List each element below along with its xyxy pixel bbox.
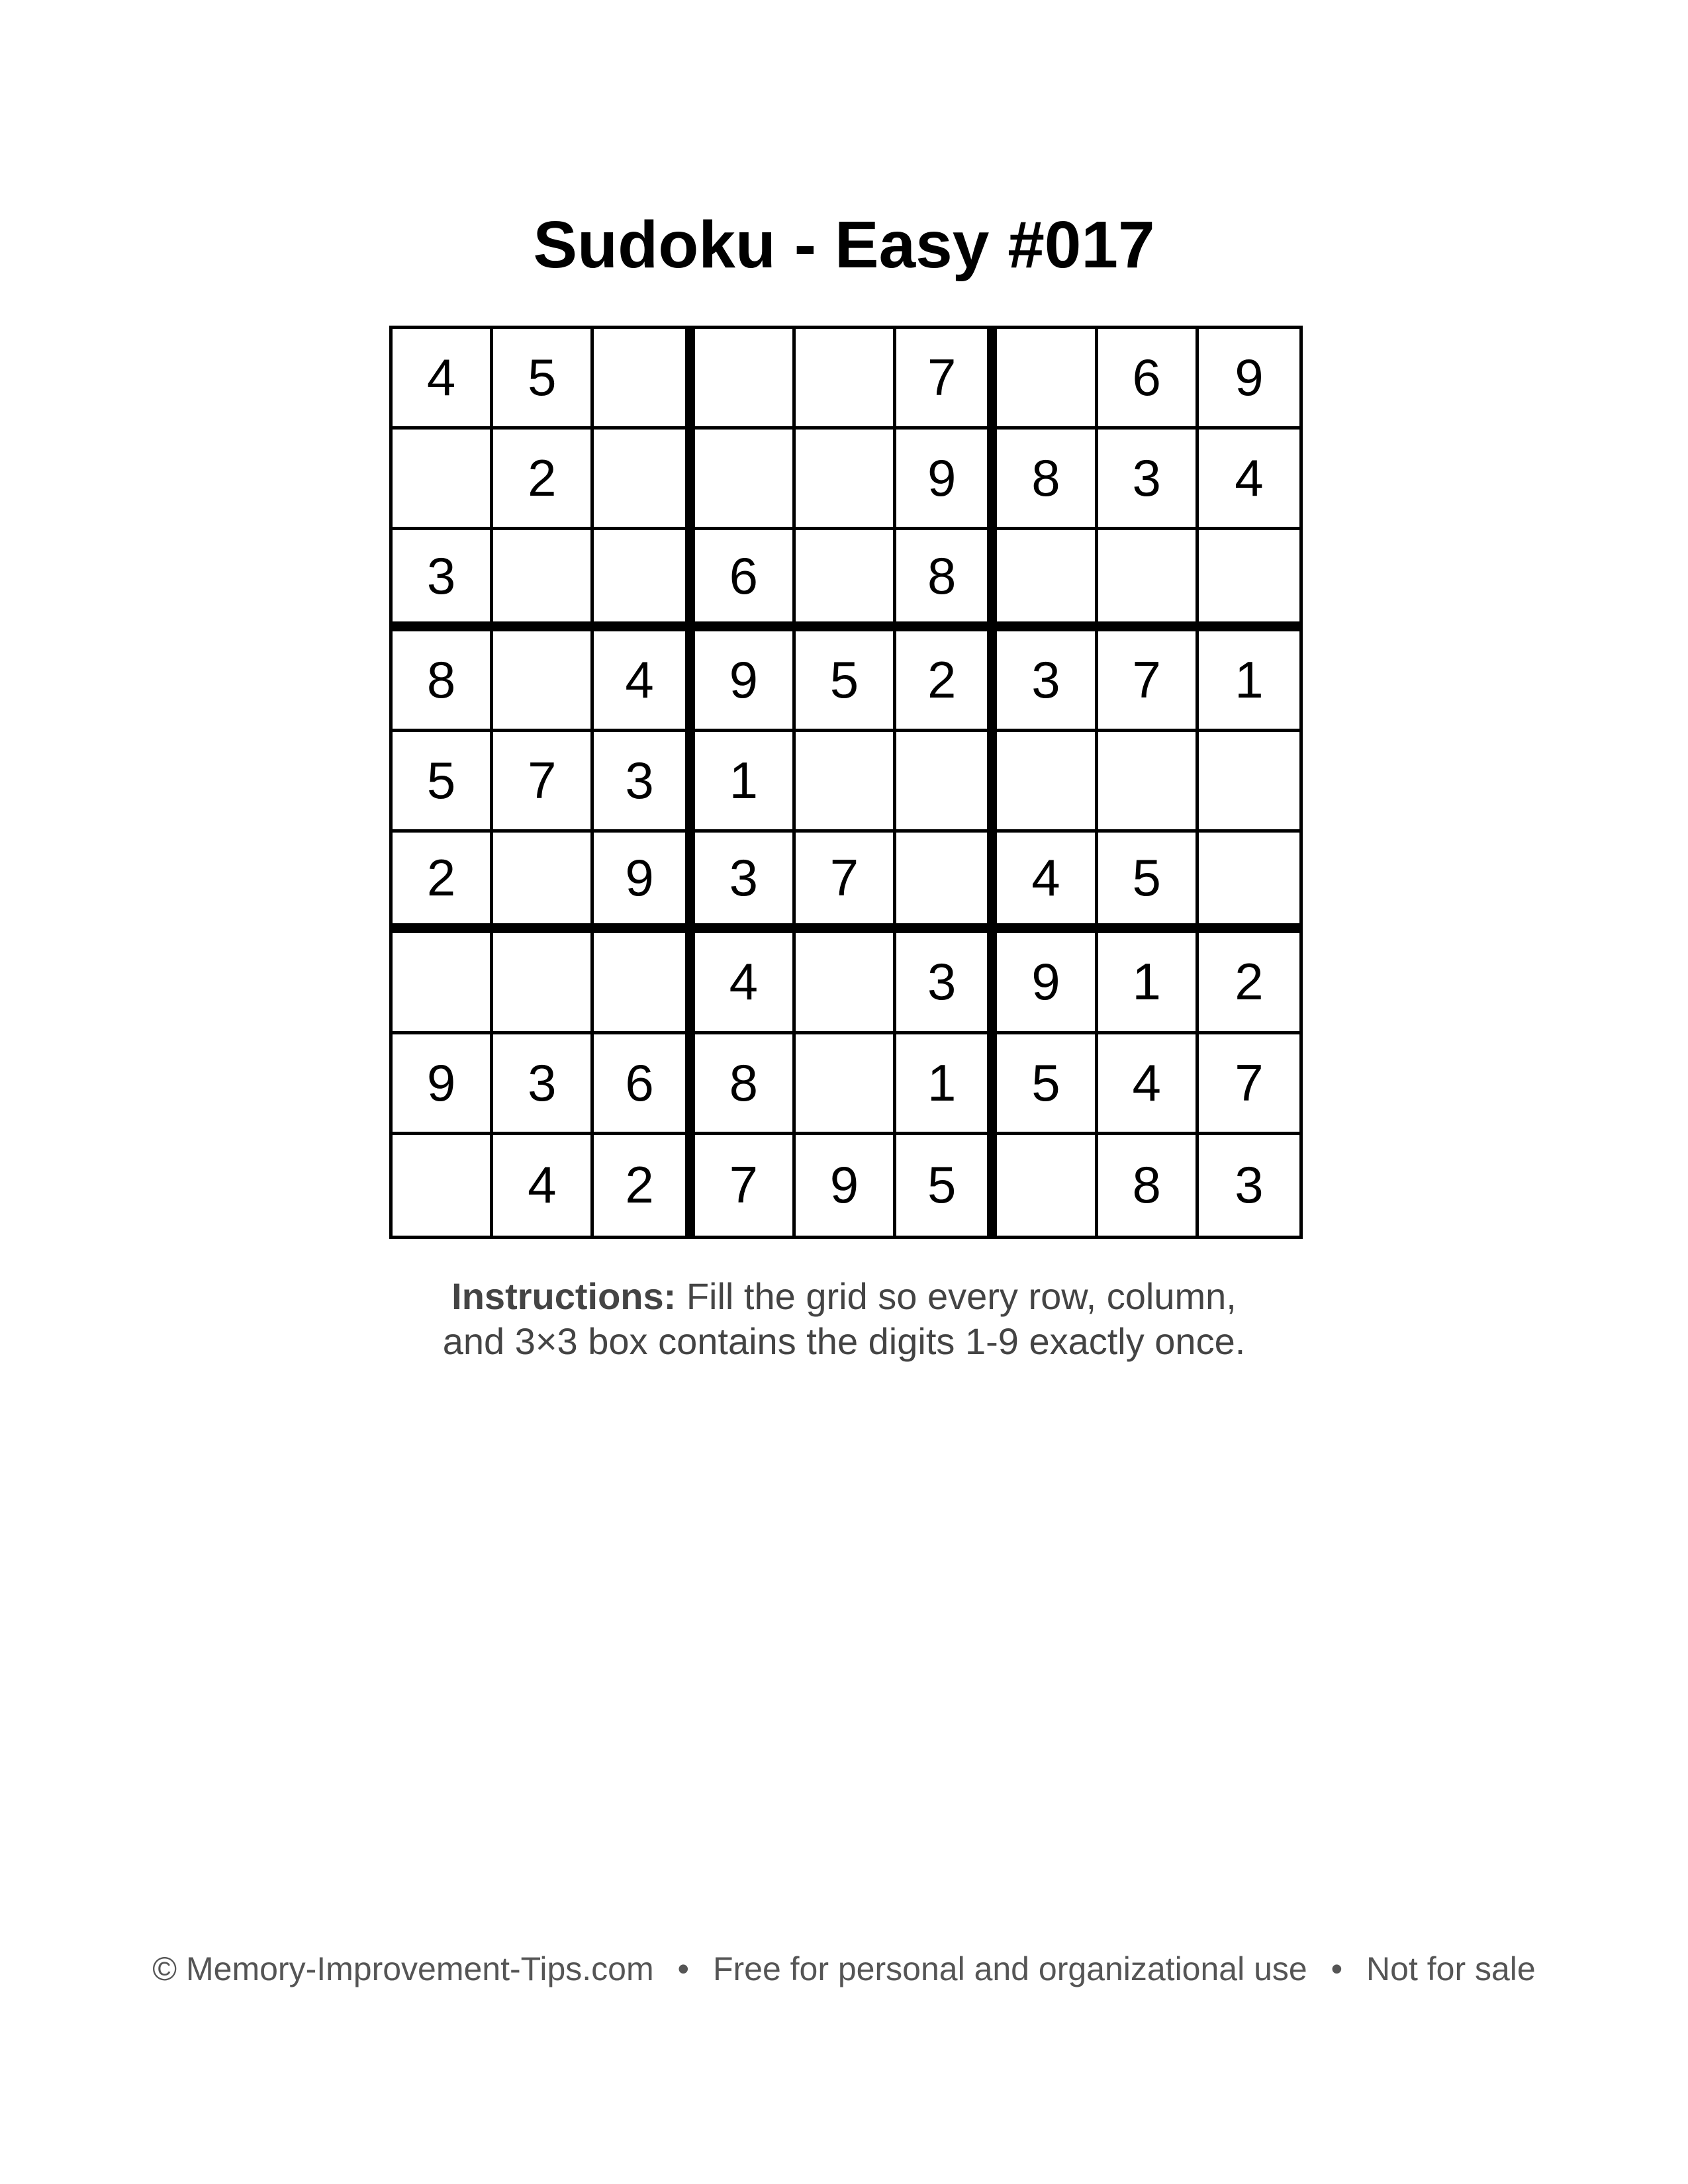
empty-cell[interactable] — [896, 833, 997, 933]
empty-cell[interactable] — [393, 1135, 493, 1236]
empty-cell[interactable] — [997, 329, 1098, 430]
given-cell: 3 — [493, 1034, 594, 1135]
given-cell: 1 — [1199, 631, 1299, 732]
empty-cell[interactable] — [997, 732, 1098, 833]
given-cell: 2 — [594, 1135, 694, 1236]
footer-separator-1: • — [677, 1950, 690, 1987]
footer-copyright: © Memory-Improvement-Tips.com — [152, 1950, 654, 1987]
given-cell: 8 — [695, 1034, 796, 1135]
sudoku-grid — [389, 326, 1303, 1239]
given-cell: 2 — [493, 430, 594, 530]
given-cell: 8 — [896, 530, 997, 631]
given-cell: 3 — [1235, 1156, 1264, 1214]
empty-cell[interactable] — [594, 530, 694, 631]
given-cell: 5 — [796, 631, 896, 732]
given-cell: 2 — [393, 833, 493, 933]
empty-cell[interactable] — [796, 430, 896, 530]
given-cell: 3 — [594, 732, 694, 833]
given-cell: 5 — [1098, 833, 1199, 933]
given-cell: 4 — [594, 631, 694, 732]
instructions-text-2: and 3×3 box contains the digits 1-9 exactly once. — [442, 1320, 1246, 1362]
empty-cell[interactable] — [1199, 530, 1299, 631]
given-cell: 5 — [393, 732, 493, 833]
given-cell: 9 — [1199, 329, 1299, 430]
empty-cell[interactable] — [594, 933, 694, 1034]
given-cell: 6 — [594, 1034, 694, 1135]
given-cell: 1 — [1098, 933, 1199, 1034]
instructions-label: Instructions: — [451, 1275, 677, 1317]
given-cell: 8 — [997, 430, 1098, 530]
given-cell: 9 — [594, 833, 694, 933]
given-cell: 9 — [796, 1135, 896, 1236]
empty-cell[interactable] — [1199, 833, 1299, 933]
empty-cell[interactable] — [695, 329, 796, 430]
given-cell: 4 — [695, 933, 796, 1034]
given-cell: 5 — [896, 1135, 997, 1236]
given-cell: 5 — [493, 329, 594, 430]
empty-cell[interactable] — [796, 530, 896, 631]
empty-cell[interactable] — [594, 329, 694, 430]
given-cell: 7 — [1098, 631, 1199, 732]
given-cell: 7 — [796, 833, 896, 933]
footer — [0, 1946, 1688, 1992]
empty-cell[interactable] — [896, 732, 997, 833]
given-cell: 9 — [997, 933, 1098, 1034]
given-cell: 3 — [997, 631, 1098, 732]
given-cell: 3 — [695, 833, 796, 933]
given-cell: 4 — [1098, 1034, 1199, 1135]
empty-cell[interactable] — [393, 933, 493, 1034]
empty-cell[interactable] — [695, 430, 796, 530]
page-title: Sudoku - Easy #017 — [533, 208, 1155, 282]
empty-cell[interactable] — [796, 933, 896, 1034]
empty-cell[interactable] — [493, 631, 594, 732]
instructions-text-1: Fill the grid so every row, column, — [676, 1275, 1237, 1317]
given-cell: 6 — [695, 530, 796, 631]
given-cell: 9 — [393, 1034, 493, 1135]
given-cell: 7 — [493, 732, 594, 833]
empty-cell[interactable] — [393, 430, 493, 530]
empty-cell[interactable] — [796, 329, 896, 430]
footer-license: Free for personal and organizational use — [712, 1950, 1307, 1987]
given-cell: 7 — [896, 329, 997, 430]
given-cell: 2 — [896, 631, 997, 732]
instructions-line-1 — [314, 1274, 1374, 1319]
empty-cell[interactable] — [796, 732, 896, 833]
given-cell: 8 — [393, 631, 493, 732]
given-cell: 4 — [493, 1135, 594, 1236]
given-cell: 1 — [695, 732, 796, 833]
empty-cell[interactable] — [1098, 530, 1199, 631]
given-cell: 3 — [393, 530, 493, 631]
empty-cell[interactable] — [1199, 732, 1299, 833]
given-cell: 4 — [997, 833, 1098, 933]
given-cell: 5 — [997, 1034, 1098, 1135]
given-cell: 1 — [896, 1034, 997, 1135]
given-cell: 9 — [695, 631, 796, 732]
given-cell: 3 — [896, 933, 997, 1034]
footer-separator-2: • — [1331, 1950, 1343, 1987]
given-cell: 4 — [1199, 430, 1299, 530]
empty-cell[interactable] — [493, 833, 594, 933]
given-cell: 9 — [896, 430, 997, 530]
given-cell: 2 — [1199, 933, 1299, 1034]
empty-cell[interactable] — [1098, 732, 1199, 833]
footer-note: Not for sale — [1366, 1950, 1536, 1987]
empty-cell[interactable] — [493, 530, 594, 631]
given-cell: 3 — [1098, 430, 1199, 530]
instructions — [314, 1274, 1374, 1364]
empty-cell[interactable] — [997, 1135, 1098, 1236]
empty-cell[interactable] — [493, 933, 594, 1034]
empty-cell[interactable] — [594, 430, 694, 530]
empty-cell[interactable] — [796, 1034, 896, 1135]
empty-cell[interactable] — [997, 530, 1098, 631]
given-cell: 7 — [695, 1135, 796, 1236]
given-cell: 4 — [393, 329, 493, 430]
given-cell: 8 — [1098, 1135, 1199, 1236]
given-cell: 6 — [1098, 329, 1199, 430]
given-cell: 7 — [1199, 1034, 1299, 1135]
